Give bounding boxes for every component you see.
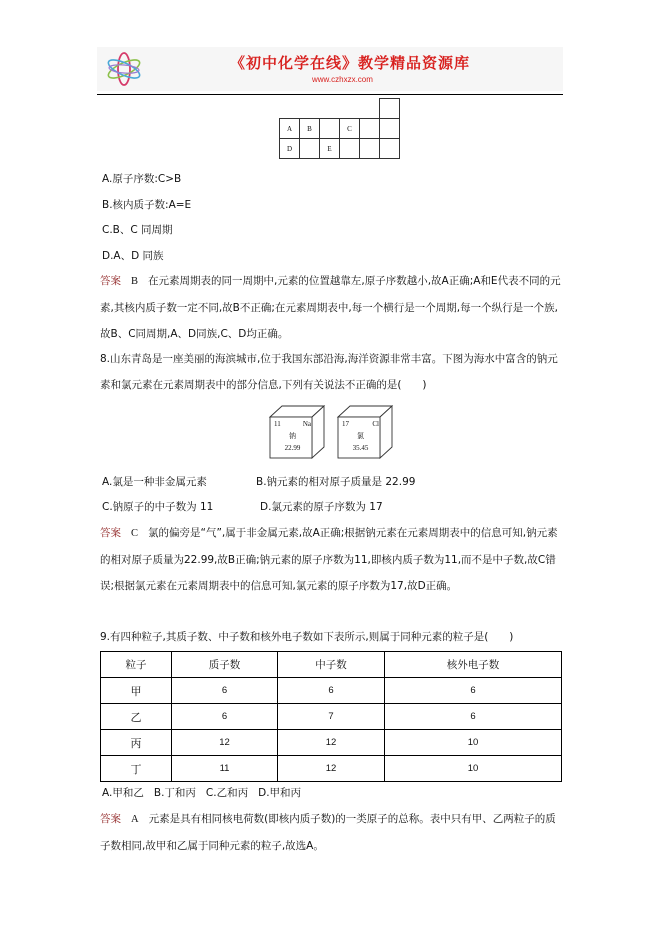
column-header: 核外电子数 (385, 652, 562, 678)
answer-label: 答案 (100, 813, 121, 825)
grid-cell-b: B (300, 119, 320, 139)
q9-answer (100, 806, 562, 859)
answer-label: 答案 (100, 527, 121, 539)
answer-label: 答案 (100, 275, 121, 287)
neutron-count: 7 (278, 704, 385, 730)
electron-count: 10 (385, 756, 562, 782)
answer-key: C (131, 528, 139, 539)
electron-count: 6 (385, 678, 562, 704)
site-title: 《初中化学在线》教学精品资源库 (230, 54, 471, 72)
neutron-count: 6 (278, 678, 385, 704)
atom-logo-icon (103, 50, 145, 88)
particle-table (100, 651, 562, 782)
electron-count: 6 (385, 704, 562, 730)
table-row (101, 756, 562, 782)
table-row (101, 730, 562, 756)
answer-key: B (131, 276, 139, 287)
grid-cell (380, 139, 400, 159)
answer-explanation: 元素是具有相同核电荷数(即核内质子数)的一类原子的总称。表中只有甲、乙两粒子的质子数相同,故甲和乙属于同种元素的粒子,故选A。 (100, 813, 556, 852)
proton-count: 6 (172, 678, 278, 704)
q9-options (102, 786, 301, 800)
grid-cell (360, 119, 380, 139)
particle-name: 甲 (101, 678, 172, 704)
grid-cell (360, 139, 380, 159)
q7-answer (100, 268, 562, 347)
proton-count: 11 (172, 756, 278, 782)
grid-cell (380, 119, 400, 139)
site-url[interactable]: www.czhxzx.com (312, 75, 373, 84)
grid-cell-d: D (280, 139, 300, 159)
particle-name: 丁 (101, 756, 172, 782)
atomic-number: 11 (274, 420, 281, 428)
grid-cell (300, 139, 320, 159)
answer-explanation: 在元素周期表的同一周期中,元素的位置越靠左,原子序数越小,故A正确;A和E代表不同的元素,其核内质子数一定不同,故B不正确;在元素周期表中,每一个横行是一个周期,每一个纵行是一个族,故B、C同周期,A、D同族,C、D均正确。 (100, 275, 561, 340)
atomic-mass: 22.99 (284, 444, 301, 452)
particle-name: 丙 (101, 730, 172, 756)
q9-stem: 9.有四种粒子,其质子数、中子数和核外电子数如下表所示,则属于同种元素的粒子是( ) (100, 631, 514, 643)
q8-option-c: C.钠原子的中子数为 11 (102, 501, 214, 513)
q7-option-d: D.A、D 同族 (102, 250, 164, 262)
neutron-count: 12 (278, 730, 385, 756)
answer-explanation: 氯的偏旁是“气”,属于非金属元素,故A正确;根据钠元素在元素周期表中的信息可知,钠元素的相对原子质量为22.99,故B正确;钠元素的原子序数为11,即核内质子数为11,而不是中子数,故C错误;根据氯元素在元素周期表中的信息可知,氯元素的原子序数为17,故D正确。 (100, 527, 558, 592)
element-card-sodium (268, 403, 326, 461)
q9-option-b: B.丁和丙 (153, 787, 196, 799)
q8-answer (100, 520, 562, 599)
q8-stem: 8.山东青岛是一座美丽的海滨城市,位于我国东部沿海,海洋资源非常丰富。下图为海水中富含的钠元素和氯元素在元素周期表中的部分信息,下列有关说法不正确的是( ) (100, 353, 558, 391)
grid-cell (340, 139, 360, 159)
q7-option-c: C.B、C 同周期 (102, 224, 173, 236)
table-row (101, 704, 562, 730)
atomic-mass: 35.45 (352, 444, 369, 452)
header-divider (97, 94, 563, 95)
table-header-row (101, 652, 562, 678)
column-header: 粒子 (101, 652, 172, 678)
proton-count: 6 (172, 704, 278, 730)
electron-count: 10 (385, 730, 562, 756)
q8-option-b: B.钠元素的相对原子质量是 22.99 (256, 476, 416, 488)
q8-option-a: A.氯是一种非金属元素 (102, 476, 207, 488)
q9-option-d: D.甲和丙 (258, 787, 302, 799)
element-name: 钠 (289, 432, 296, 440)
q9-option-a: A.甲和乙 (102, 787, 144, 799)
atomic-number: 17 (342, 420, 349, 428)
answer-key: A (131, 814, 139, 825)
grid-cell-a: A (280, 119, 300, 139)
q7-option-b: B.核内质子数:A=E (102, 199, 192, 211)
element-name: 氯 (357, 432, 364, 440)
q7-option-a: A.原子序数:C>B (102, 173, 182, 185)
column-header: 质子数 (172, 652, 278, 678)
element-symbol: Cl (372, 420, 379, 428)
table-row (101, 678, 562, 704)
neutron-count: 12 (278, 756, 385, 782)
grid-cell (380, 99, 400, 119)
particle-name: 乙 (101, 704, 172, 730)
grid-cell-c: C (340, 119, 360, 139)
grid-cell (320, 119, 340, 139)
column-header: 中子数 (278, 652, 385, 678)
proton-count: 12 (172, 730, 278, 756)
element-card-chlorine (336, 403, 394, 461)
q8-option-d: D.氯元素的原子序数为 17 (260, 501, 383, 513)
element-symbol: Na (302, 420, 311, 428)
periodic-table-fragment (279, 98, 400, 159)
q9-option-c: C.乙和丙 (205, 787, 249, 799)
grid-cell-e: E (320, 139, 340, 159)
